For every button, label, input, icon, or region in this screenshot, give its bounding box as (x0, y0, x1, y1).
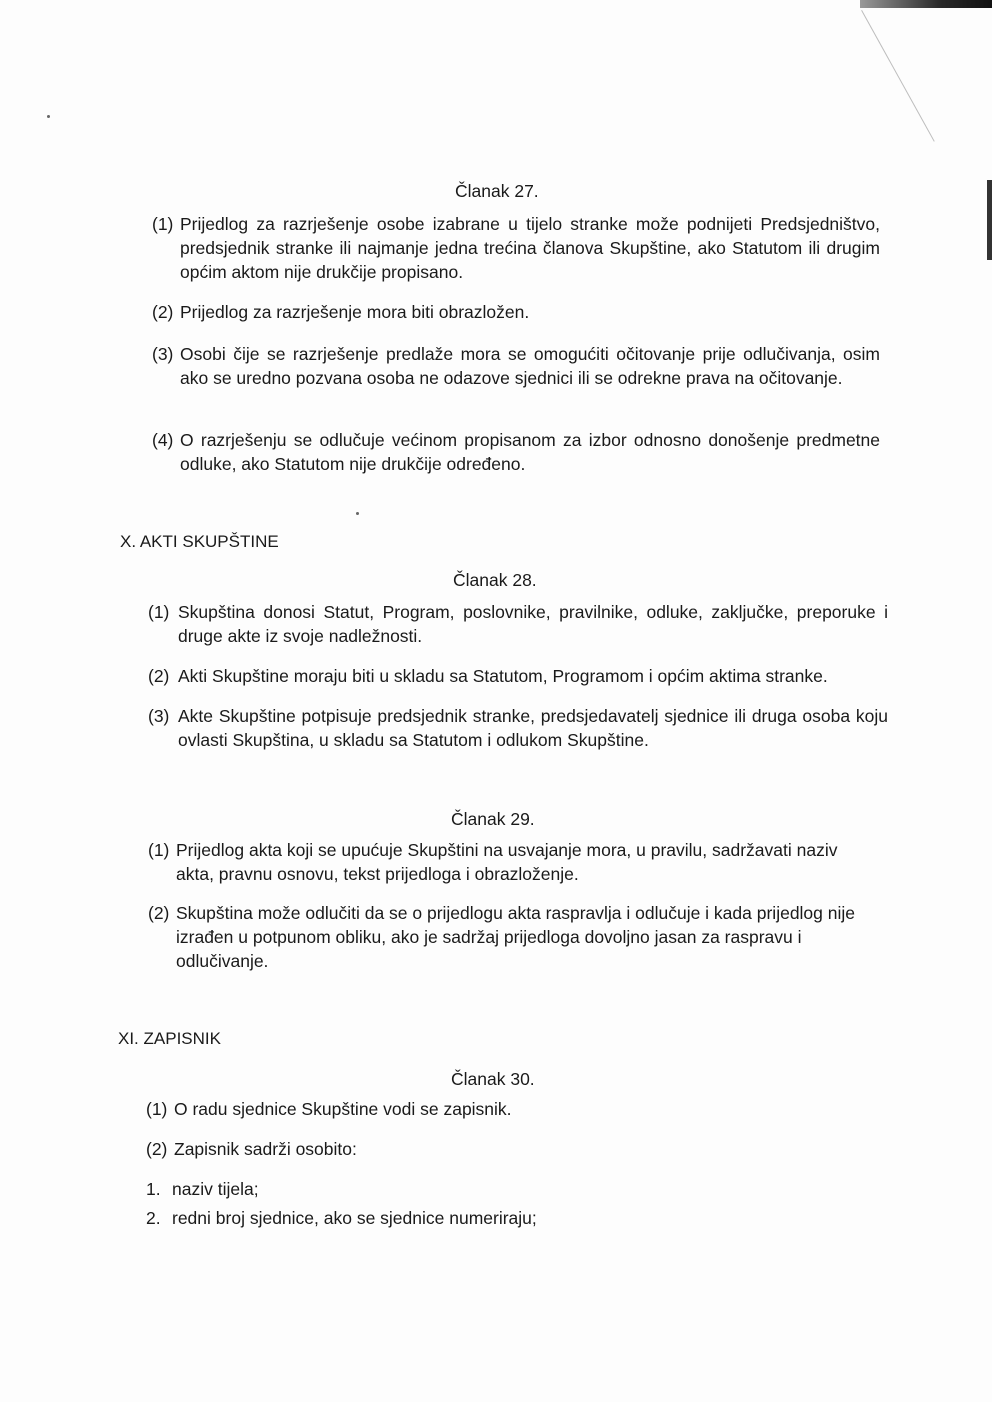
paragraph-number: (1) (148, 602, 170, 622)
paragraph-number: (1) (148, 840, 170, 860)
article-30-title: Članak 30. (451, 1069, 535, 1089)
paragraph-text: Akti Skupštine moraju biti u skladu sa Statutom, Programom i općim aktima stranke. (178, 666, 828, 686)
article-30-para-2 (146, 1137, 876, 1161)
paragraph-text: Osobi čije se razrješenje predlaže mora se omogućiti očitovanje prije odlučivanja, osim ako se uredno pozvana osoba ne odazove sjednici ili se odrekne prava na očitovanje. (180, 344, 880, 388)
paragraph-number: (3) (152, 344, 174, 364)
paragraph-text: O razrješenju se odlučuje većinom propisanom za izbor odnosno donošenje predmetne odluke, ako Statutom nije drukčije određeno. (180, 430, 880, 474)
list-item (146, 1206, 876, 1230)
paragraph-number: (1) (146, 1099, 168, 1119)
paragraph-number: (1) (152, 214, 174, 234)
paragraph-text: Prijedlog akta koji se upućuje Skupštini na usvajanje mora, u pravilu, sadržavati naziv akta, pravnu osnovu, tekst prijedloga i obrazloženje. (176, 840, 838, 884)
list-number: 1. (146, 1179, 161, 1199)
paragraph-number: (2) (146, 1139, 168, 1159)
paragraph-text: Zapisnik sadrži osobito: (174, 1139, 357, 1159)
list-item (146, 1177, 876, 1201)
section-11-heading: XI. ZAPISNIK (118, 1029, 221, 1048)
paragraph-number: (2) (148, 666, 170, 686)
paragraph-number: (2) (152, 302, 174, 322)
article-29-title: Članak 29. (451, 809, 535, 829)
paragraph-text: Prijedlog za razrješenje mora biti obrazložen. (180, 302, 530, 322)
paragraph-text: Skupština može odlučiti da se o prijedlogu akta raspravlja i odlučuje i kada prijedlog nije izrađen u potpunom obliku, ako je sadržaj prijedloga dovoljno jasan za raspravu i odlučivanje. (176, 903, 856, 971)
list-text: redni broj sjednice, ako se sjednice numeriraju; (172, 1208, 537, 1228)
article-28-para-3 (148, 704, 888, 752)
list-number: 2. (146, 1208, 161, 1228)
paragraph-text: Skupština donosi Statut, Program, poslovnike, pravilnike, odluke, zaključke, preporuke i druge akte iz svoje nadležnosti. (178, 602, 888, 646)
article-30-para-1 (146, 1097, 876, 1121)
article-28-para-2 (148, 664, 888, 688)
paragraph-number: (3) (148, 706, 170, 726)
scan-edge-artifact (860, 0, 992, 8)
paragraph-text: Prijedlog za razrješenje osobe izabrane u tijelo stranke može podnijeti Predsjedništvo, predsjednik stranke ili najmanje jedna trećina članova Skupštine, ako Statutom ili drugim općim aktom nije drukčije propisano. (180, 214, 880, 282)
article-28-title: Članak 28. (453, 570, 537, 590)
section-10-heading: X. AKTI SKUPŠTINE (120, 532, 279, 551)
paragraph-number: (4) (152, 430, 174, 450)
article-29-para-2 (148, 901, 878, 973)
article-29-para-1 (148, 838, 878, 886)
paragraph-text: Akte Skupštine potpisuje predsjednik stranke, predsjedavatelj sjednice ili druga osoba koju ovlasti Skupština, u skladu sa Statutom i odlukom Skupštine. (178, 706, 888, 750)
article-27-para-4 (152, 428, 880, 476)
article-27-para-2 (152, 300, 880, 324)
paragraph-number: (2) (148, 903, 170, 923)
scan-fold-line (861, 10, 935, 142)
scan-edge-artifact (987, 180, 992, 260)
scan-speck (47, 115, 50, 118)
article-27-para-1 (152, 212, 880, 284)
paragraph-text: O radu sjednice Skupštine vodi se zapisnik. (174, 1099, 512, 1119)
article-27-para-3 (152, 342, 880, 390)
list-text: naziv tijela; (172, 1179, 259, 1199)
scan-speck (356, 512, 359, 515)
article-27-title: Članak 27. (455, 181, 539, 201)
article-28-para-1 (148, 600, 888, 648)
